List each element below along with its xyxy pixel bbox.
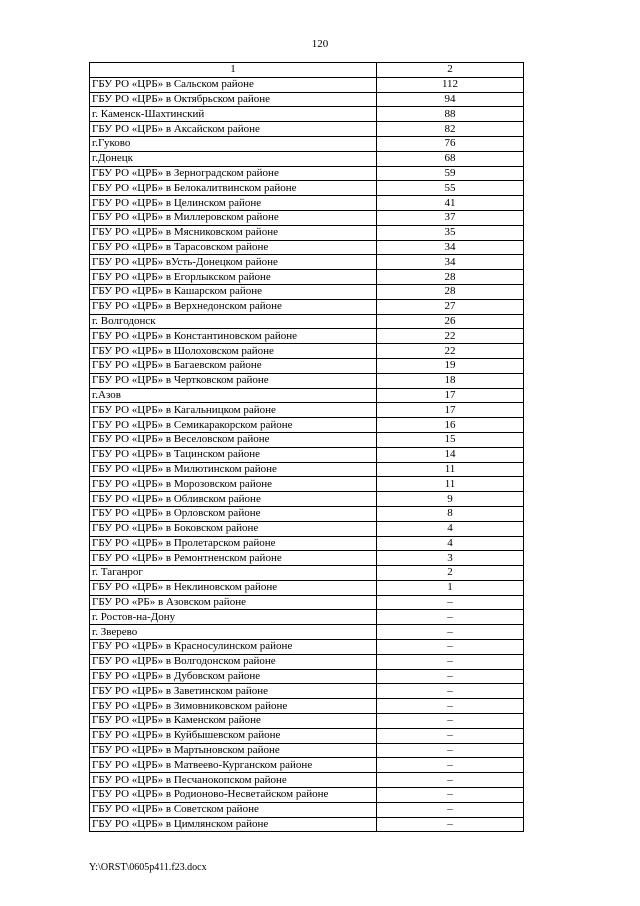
column-header-1: 1 — [90, 63, 377, 78]
table-row — [90, 788, 524, 803]
table-row — [90, 640, 524, 655]
table-row — [90, 506, 524, 521]
value-cell: 37 — [377, 210, 524, 225]
table-row — [90, 358, 524, 373]
table-row — [90, 344, 524, 359]
footer-file-path: Y:\ORST\0605p411.f23.docx — [89, 862, 207, 873]
facility-name-cell: г. Таганрог — [90, 566, 377, 581]
table-row — [90, 122, 524, 137]
value-cell: – — [377, 625, 524, 640]
facility-name-cell: ГБУ РО «ЦРБ» в Цимлянском районе — [90, 817, 377, 832]
table-row — [90, 240, 524, 255]
table-body — [90, 63, 524, 832]
table-row — [90, 255, 524, 270]
table-row — [90, 432, 524, 447]
facility-name-cell: ГБУ РО «ЦРБ» в Зерноградском районе — [90, 166, 377, 181]
table-row — [90, 166, 524, 181]
facility-name-cell: ГБУ РО «ЦРБ» в Аксайском районе — [90, 122, 377, 137]
facility-name-cell: ГБУ РО «ЦРБ» в Заветинском районе — [90, 684, 377, 699]
value-cell: – — [377, 728, 524, 743]
table-header-row — [90, 63, 524, 78]
table-row — [90, 699, 524, 714]
table-row — [90, 107, 524, 122]
facility-name-cell: ГБУ РО «ЦРБ» в Чертковском районе — [90, 373, 377, 388]
value-cell: – — [377, 684, 524, 699]
facility-name-cell: ГБУ РО «ЦРБ» в Боковском районе — [90, 521, 377, 536]
facility-name-cell: ГБУ РО «ЦРБ» в Родионово-Несветайском районе — [90, 788, 377, 803]
value-cell: – — [377, 758, 524, 773]
facility-name-cell: ГБУ РО «ЦРБ» в Дубовском районе — [90, 669, 377, 684]
value-cell: 94 — [377, 92, 524, 107]
table-row — [90, 329, 524, 344]
value-cell: – — [377, 788, 524, 803]
table-row — [90, 521, 524, 536]
facility-name-cell: ГБУ РО «ЦРБ» в Пролетарском районе — [90, 536, 377, 551]
table-row — [90, 388, 524, 403]
facility-name-cell: ГБУ РО «ЦРБ» в Кагальницком районе — [90, 403, 377, 418]
value-cell: 35 — [377, 225, 524, 240]
facility-name-cell: ГБУ РО «ЦРБ» вУсть-Донецком районе — [90, 255, 377, 270]
value-cell: 76 — [377, 136, 524, 151]
facility-name-cell: г. Волгодонск — [90, 314, 377, 329]
page-number: 120 — [311, 38, 329, 50]
value-cell: 88 — [377, 107, 524, 122]
facility-name-cell: ГБУ РО «ЦРБ» в Каменском районе — [90, 714, 377, 729]
facility-name-cell: ГБУ РО «ЦРБ» в Матвеево-Курганском районе — [90, 758, 377, 773]
facility-name-cell: ГБУ РО «ЦРБ» в Шолоховском районе — [90, 344, 377, 359]
value-cell: 9 — [377, 492, 524, 507]
value-cell: 8 — [377, 506, 524, 521]
table-row — [90, 773, 524, 788]
facility-name-cell: ГБУ РО «ЦРБ» в Советском районе — [90, 802, 377, 817]
value-cell: – — [377, 640, 524, 655]
facility-name-cell: ГБУ РО «ЦРБ» в Зимовниковском районе — [90, 699, 377, 714]
table-row — [90, 610, 524, 625]
data-table — [89, 62, 524, 832]
table-row — [90, 196, 524, 211]
value-cell: 28 — [377, 270, 524, 285]
table-row — [90, 551, 524, 566]
value-cell: – — [377, 714, 524, 729]
facility-name-cell: ГБУ РО «ЦРБ» в Орловском районе — [90, 506, 377, 521]
value-cell: 4 — [377, 521, 524, 536]
table-row — [90, 299, 524, 314]
value-cell: 2 — [377, 566, 524, 581]
table-row — [90, 447, 524, 462]
facility-name-cell: г. Каменск-Шахтинский — [90, 107, 377, 122]
table-row — [90, 477, 524, 492]
value-cell: 112 — [377, 77, 524, 92]
facility-name-cell: ГБУ РО «ЦРБ» в Морозовском районе — [90, 477, 377, 492]
facility-name-cell: г. Ростов-на-Дону — [90, 610, 377, 625]
value-cell: – — [377, 595, 524, 610]
facility-name-cell: ГБУ РО «ЦРБ» в Сальском районе — [90, 77, 377, 92]
value-cell: 59 — [377, 166, 524, 181]
value-cell: – — [377, 802, 524, 817]
value-cell: 15 — [377, 432, 524, 447]
table-row — [90, 817, 524, 832]
value-cell: – — [377, 773, 524, 788]
value-cell: 11 — [377, 462, 524, 477]
value-cell: 68 — [377, 151, 524, 166]
facility-name-cell: г.Азов — [90, 388, 377, 403]
value-cell: – — [377, 610, 524, 625]
table-row — [90, 536, 524, 551]
facility-name-cell: ГБУ РО «ЦРБ» в Егорлыкском районе — [90, 270, 377, 285]
facility-name-cell: ГБУ РО «ЦРБ» в Белокалитвинском районе — [90, 181, 377, 196]
value-cell: – — [377, 817, 524, 832]
value-cell: 41 — [377, 196, 524, 211]
facility-name-cell: ГБУ РО «ЦРБ» в Мартыновском районе — [90, 743, 377, 758]
value-cell: 4 — [377, 536, 524, 551]
facility-name-cell: ГБУ РО «ЦРБ» в Верхнедонском районе — [90, 299, 377, 314]
value-cell: 14 — [377, 447, 524, 462]
table-row — [90, 758, 524, 773]
table-row — [90, 403, 524, 418]
facility-name-cell: ГБУ РО «ЦРБ» в Октябрьском районе — [90, 92, 377, 107]
value-cell: – — [377, 654, 524, 669]
facility-name-cell: ГБУ РО «ЦРБ» в Обливском районе — [90, 492, 377, 507]
table-row — [90, 373, 524, 388]
table-row — [90, 314, 524, 329]
table-row — [90, 270, 524, 285]
facility-name-cell: г.Гуково — [90, 136, 377, 151]
facility-name-cell: ГБУ РО «ЦРБ» в Семикаракорском районе — [90, 418, 377, 433]
facility-name-cell: ГБУ РО «ЦРБ» в Миллеровском районе — [90, 210, 377, 225]
value-cell: 19 — [377, 358, 524, 373]
facility-name-cell: ГБУ РО «ЦРБ» в Кашарском районе — [90, 284, 377, 299]
facility-name-cell: ГБУ РО «ЦРБ» в Константиновском районе — [90, 329, 377, 344]
table-row — [90, 77, 524, 92]
facility-name-cell: г.Донецк — [90, 151, 377, 166]
table-row — [90, 151, 524, 166]
table-row — [90, 284, 524, 299]
table-row — [90, 714, 524, 729]
table-row — [90, 684, 524, 699]
table-row — [90, 418, 524, 433]
value-cell: 17 — [377, 403, 524, 418]
facility-name-cell: ГБУ РО «ЦРБ» в Тарасовском районе — [90, 240, 377, 255]
facility-name-cell: ГБУ РО «ЦРБ» в Мясниковском районе — [90, 225, 377, 240]
value-cell: 16 — [377, 418, 524, 433]
table-row — [90, 136, 524, 151]
facility-name-cell: ГБУ РО «ЦРБ» в Веселовском районе — [90, 432, 377, 447]
facility-name-cell: ГБУ РО «ЦРБ» в Песчанокопском районе — [90, 773, 377, 788]
table-row — [90, 462, 524, 477]
facility-name-cell: ГБУ РО «ЦРБ» в Багаевском районе — [90, 358, 377, 373]
table-row — [90, 654, 524, 669]
value-cell: 28 — [377, 284, 524, 299]
value-cell: 18 — [377, 373, 524, 388]
table-row — [90, 225, 524, 240]
table-row — [90, 181, 524, 196]
value-cell: 22 — [377, 329, 524, 344]
facility-name-cell: ГБУ РО «ЦРБ» в Тацинском районе — [90, 447, 377, 462]
table-row — [90, 580, 524, 595]
value-cell: 22 — [377, 344, 524, 359]
facility-name-cell: г. Зверево — [90, 625, 377, 640]
table-row — [90, 669, 524, 684]
value-cell: 34 — [377, 240, 524, 255]
table-row — [90, 743, 524, 758]
table-row — [90, 728, 524, 743]
value-cell: – — [377, 669, 524, 684]
facility-name-cell: ГБУ РО «РБ» в Азовском районе — [90, 595, 377, 610]
table-row — [90, 210, 524, 225]
facility-name-cell: ГБУ РО «ЦРБ» в Куйбышевском районе — [90, 728, 377, 743]
value-cell: 3 — [377, 551, 524, 566]
facility-name-cell: ГБУ РО «ЦРБ» в Неклиновском районе — [90, 580, 377, 595]
value-cell: 27 — [377, 299, 524, 314]
table-row — [90, 92, 524, 107]
value-cell: 55 — [377, 181, 524, 196]
value-cell: – — [377, 743, 524, 758]
value-cell: – — [377, 699, 524, 714]
table-row — [90, 625, 524, 640]
facility-name-cell: ГБУ РО «ЦРБ» в Ремонтненском районе — [90, 551, 377, 566]
table-row — [90, 566, 524, 581]
value-cell: 82 — [377, 122, 524, 137]
facility-name-cell: ГБУ РО «ЦРБ» в Волгодонском районе — [90, 654, 377, 669]
facility-name-cell: ГБУ РО «ЦРБ» в Красносулинском районе — [90, 640, 377, 655]
value-cell: 26 — [377, 314, 524, 329]
value-cell: 11 — [377, 477, 524, 492]
value-cell: 34 — [377, 255, 524, 270]
facility-name-cell: ГБУ РО «ЦРБ» в Целинском районе — [90, 196, 377, 211]
table-row — [90, 595, 524, 610]
value-cell: 17 — [377, 388, 524, 403]
facility-name-cell: ГБУ РО «ЦРБ» в Милютинском районе — [90, 462, 377, 477]
table-row — [90, 802, 524, 817]
value-cell: 1 — [377, 580, 524, 595]
column-header-2: 2 — [377, 63, 524, 78]
table-row — [90, 492, 524, 507]
